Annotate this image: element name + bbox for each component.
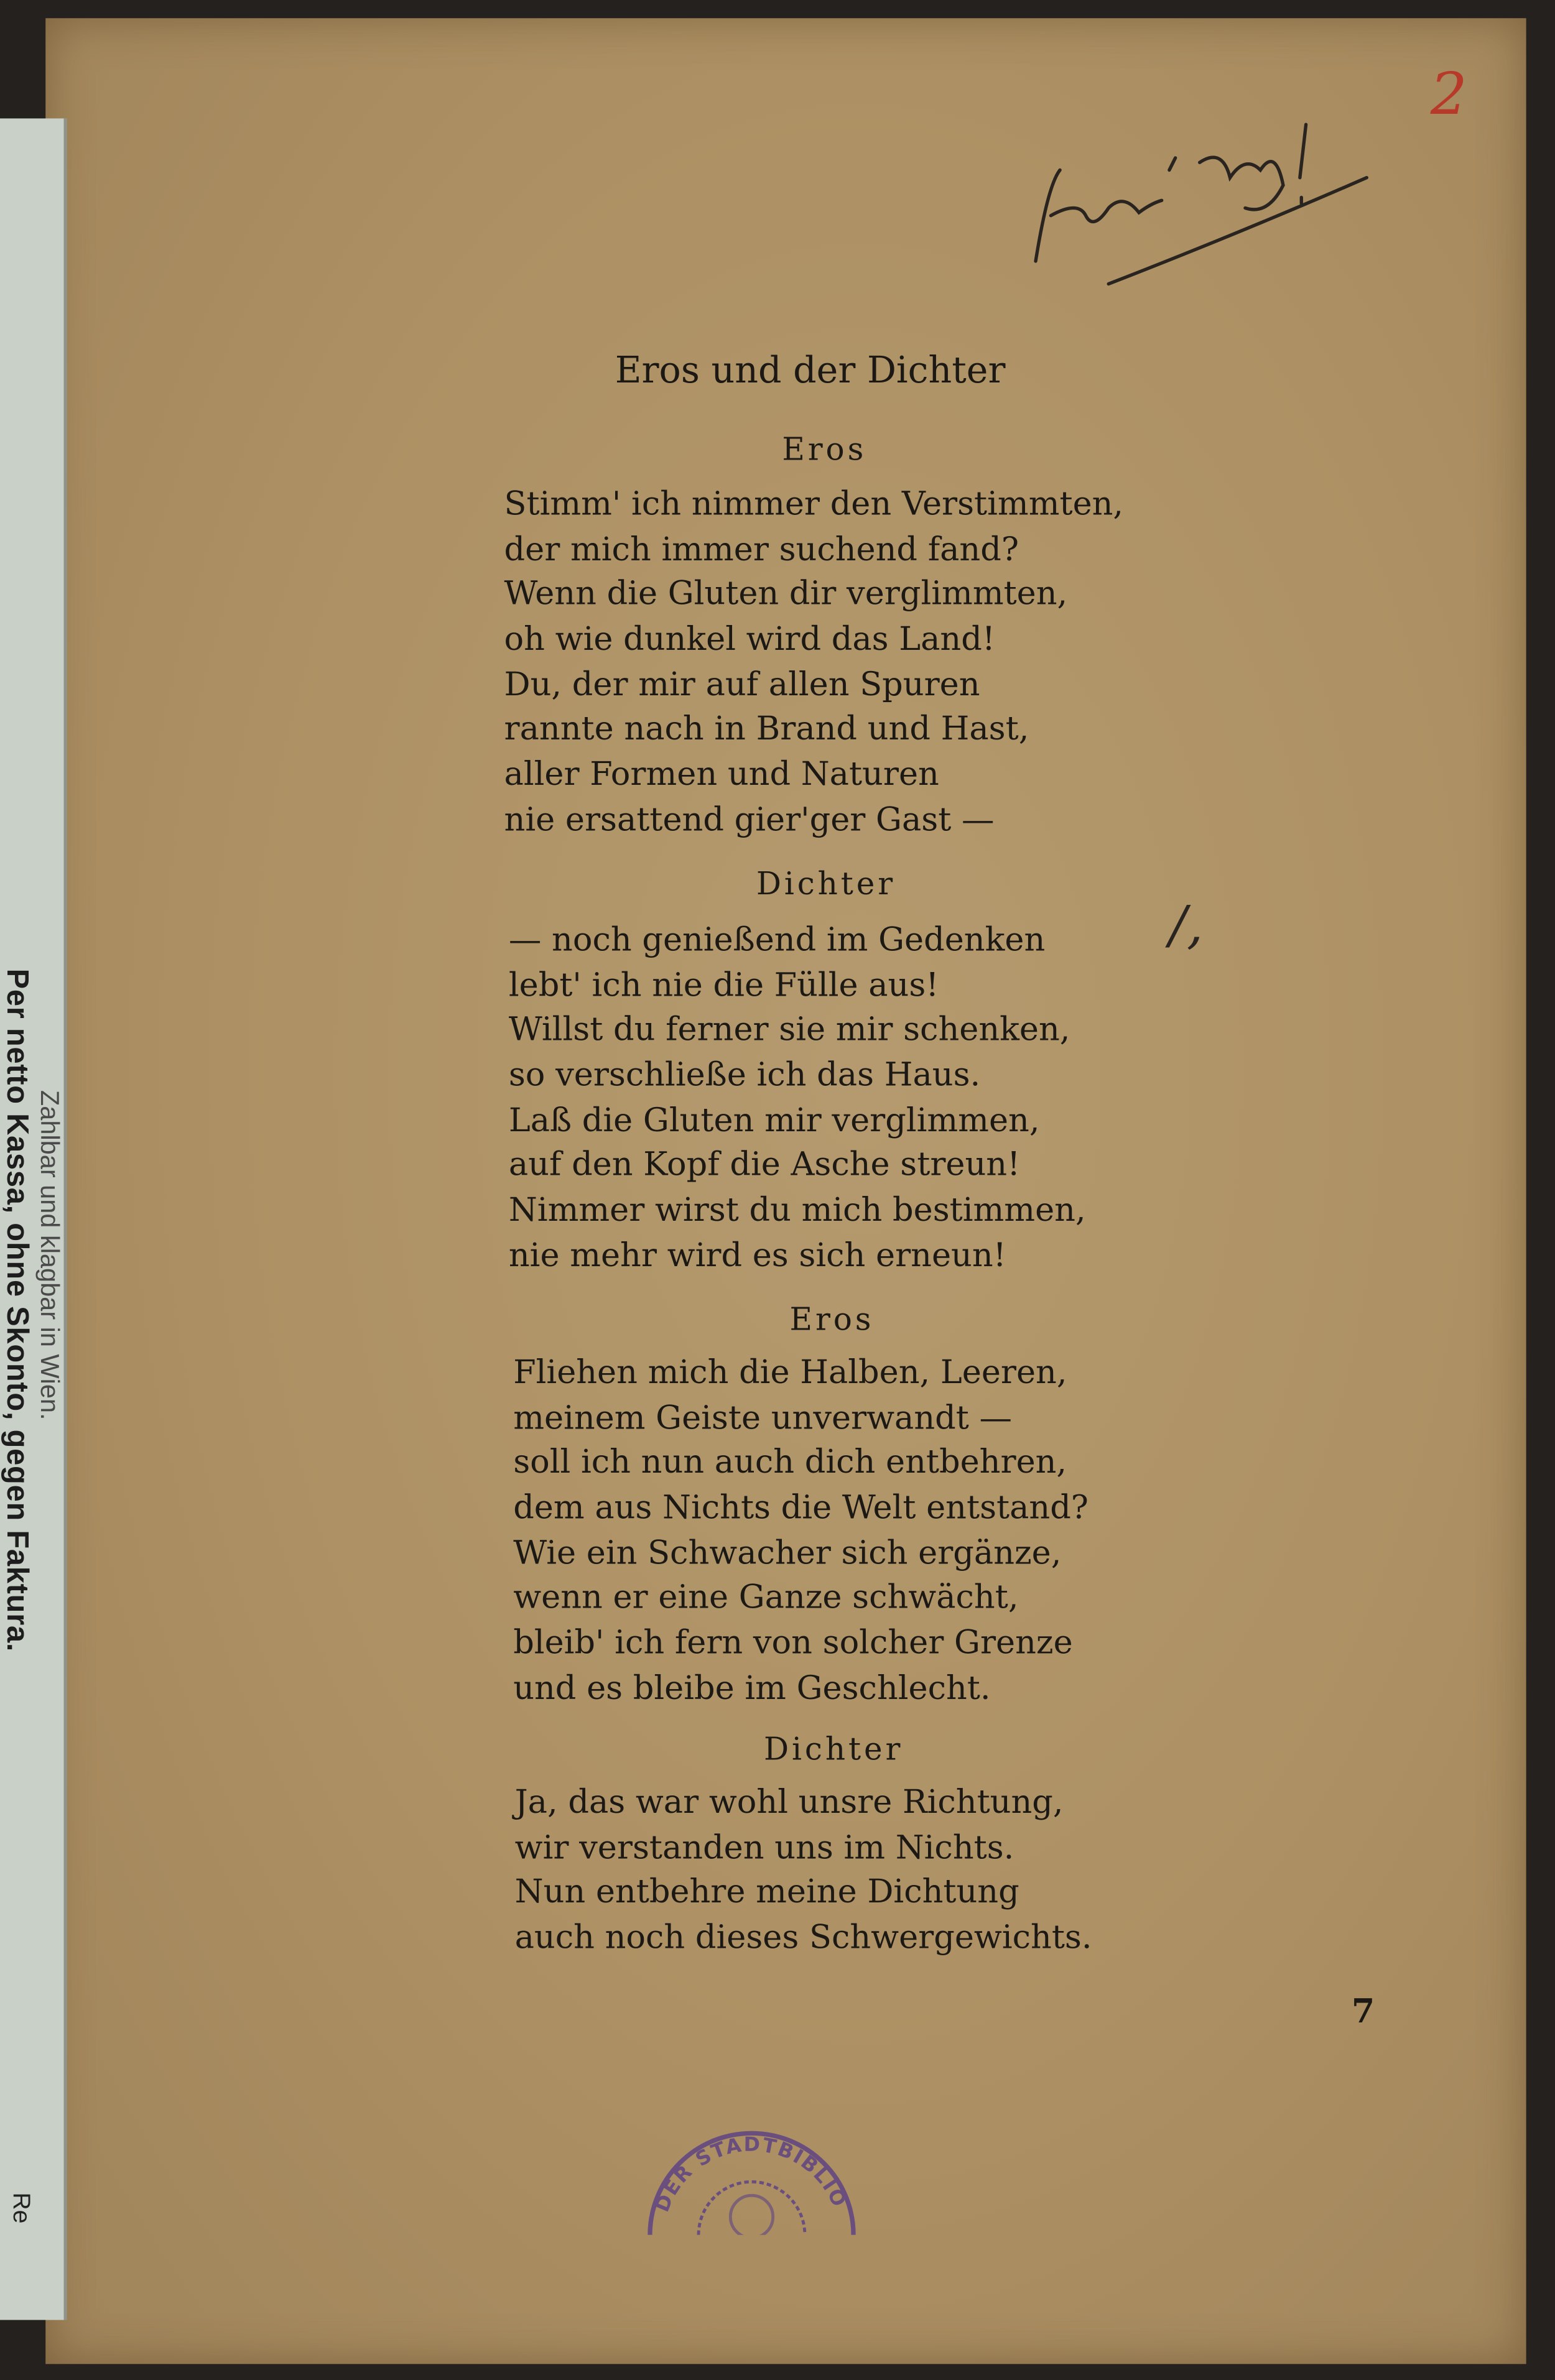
svg-text:DER STADTBIBLIO: DER STADTBIBLIO xyxy=(651,2133,851,2215)
left-invoice-strip xyxy=(0,118,67,2320)
poem-line: — noch genießend im Gedenken xyxy=(508,921,1046,960)
poem-line: Laß die Gluten mir verglimmen, xyxy=(508,1101,1040,1140)
handwritten-note xyxy=(1018,64,1382,307)
poem-line: rannte nach in Brand und Hast, xyxy=(504,711,1029,749)
poem-line: soll ich nun auch dich entbehren, xyxy=(513,1444,1067,1483)
book-page xyxy=(45,18,1526,2364)
strip-payment-text: Per netto Kassa, ohne Skonto, gegen Faktura. xyxy=(0,968,34,1652)
poem-line: wenn er eine Ganze schwächt, xyxy=(513,1580,1019,1618)
red-page-annotation: 2 xyxy=(1430,60,1467,128)
poem-title: Eros und der Dichter xyxy=(615,349,1006,392)
poem-line: Nun entbehre meine Dichtung xyxy=(514,1874,1019,1912)
poem-line: auch noch dieses Schwergewichts. xyxy=(514,1919,1092,1958)
poem-line: meinem Geiste unverwandt — xyxy=(513,1399,1013,1438)
poem-line: dem aus Nichts die Welt entstand? xyxy=(513,1489,1088,1528)
poem-line: der mich immer suchend fand? xyxy=(504,530,1019,569)
margin-mark: /, xyxy=(1169,896,1204,957)
poem-line: Fliehen mich die Halben, Leeren, xyxy=(513,1354,1067,1392)
speaker-label: Dichter xyxy=(756,865,896,902)
speaker-label: Dichter xyxy=(764,1731,904,1767)
stanza xyxy=(515,1781,1092,1961)
poem-line: wir verstanden uns im Nichts. xyxy=(514,1829,1014,1868)
poem-line: aller Formen und Naturen xyxy=(504,756,939,795)
poem-line: so verschließe ich das Haus. xyxy=(508,1057,981,1095)
strip-mirrored-text: Zahlbar und klagbar in Wien. xyxy=(35,1090,64,1420)
page-number: 7 xyxy=(1351,1992,1375,2032)
stanza xyxy=(504,483,1124,843)
poem-line: Willst du ferner sie mir schenken, xyxy=(508,1011,1070,1050)
poem-line: Stimm' ich nimmer den Verstimmten, xyxy=(504,486,1124,524)
stanza xyxy=(509,919,1086,1279)
poem-line: Du, der mir auf allen Spuren xyxy=(504,666,980,705)
poem-line: oh wie dunkel wird das Land! xyxy=(504,621,995,659)
stanza xyxy=(513,1351,1088,1712)
poem-line: Wenn die Gluten dir verglimmten, xyxy=(504,576,1068,614)
poem-line: nie ersattend gier'ger Gast — xyxy=(504,801,995,840)
poem-line: Nimmer wirst du mich bestimmen, xyxy=(508,1192,1086,1230)
poem-line: Wie ein Schwacher sich ergänze, xyxy=(513,1534,1062,1573)
strip-corner-text: Re xyxy=(7,2192,34,2224)
poem-line: und es bleibe im Geschlecht. xyxy=(513,1670,991,1708)
poem-line: lebt' ich nie die Fülle aus! xyxy=(508,966,939,1005)
library-stamp xyxy=(638,2083,865,2235)
poem-line: auf den Kopf die Asche streun! xyxy=(508,1147,1021,1185)
poem-line: Ja, das war wohl unsre Richtung, xyxy=(514,1784,1064,1822)
poem-line: bleib' ich fern von solcher Grenze xyxy=(513,1624,1073,1663)
poem-line: nie mehr wird es sich erneun! xyxy=(508,1237,1006,1276)
speaker-label: Eros xyxy=(782,431,867,468)
speaker-label: Eros xyxy=(789,1301,875,1338)
